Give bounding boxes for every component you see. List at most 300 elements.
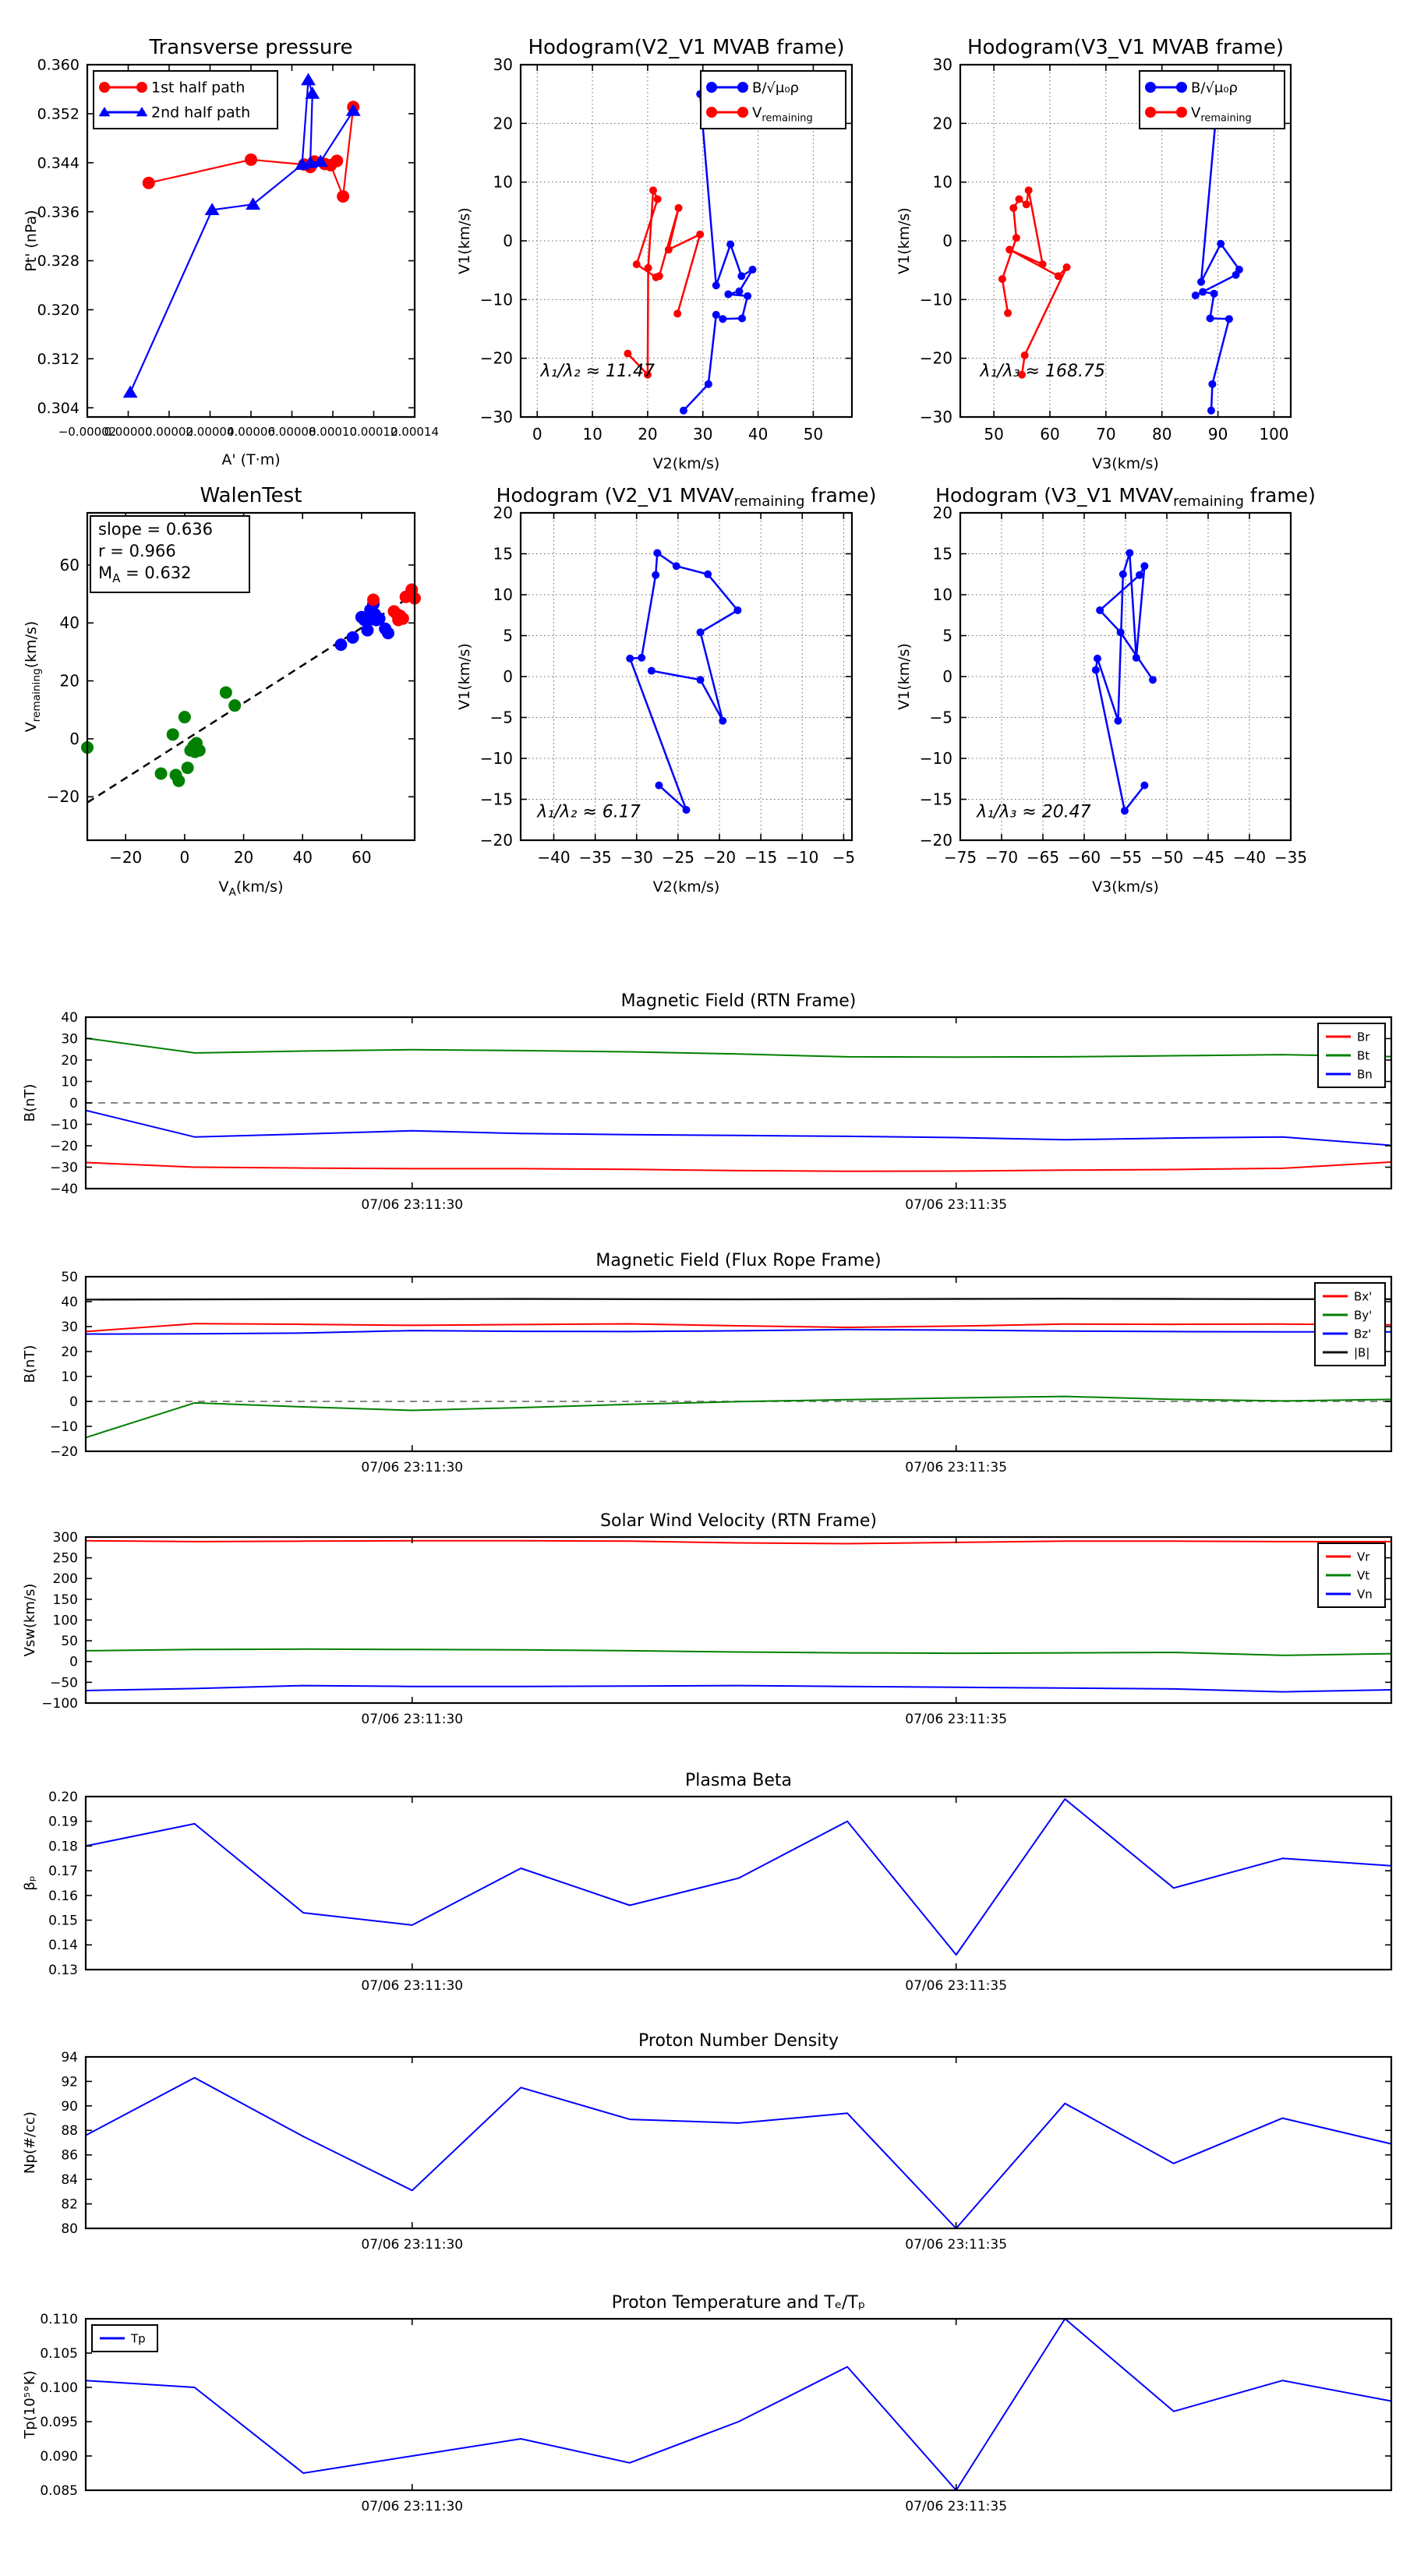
x-tick-label: −20 [702, 848, 737, 867]
panel-proton-number-density [22, 2031, 1391, 2253]
dot-marker [998, 275, 1006, 283]
panel-title: WalenTest [200, 484, 302, 507]
series-velocity-path [630, 553, 737, 811]
y-axis-label: V1(km/s) [456, 643, 473, 710]
dot-marker [1039, 260, 1047, 268]
y-tick-label: 0 [69, 1095, 78, 1111]
x-tick-label: 07/06 23:11:30 [361, 2237, 464, 2253]
x-tick-label: 07/06 23:11:35 [905, 1197, 1008, 1213]
dot-marker [1114, 717, 1122, 725]
x-tick-label: −15 [744, 848, 778, 867]
y-tick-label: 20 [932, 114, 952, 133]
axes-frame [86, 2057, 1391, 2228]
dot-marker [1126, 549, 1133, 557]
x-tick-label: 100 [1259, 425, 1289, 443]
y-tick-label: 10 [493, 172, 513, 192]
y-tick-label: −20 [479, 831, 513, 850]
dot-marker [1021, 352, 1029, 359]
dot-marker [653, 549, 661, 557]
dot-marker [1005, 246, 1013, 253]
dot-marker [706, 107, 717, 118]
series-Vt [86, 1649, 1391, 1655]
y-tick-label: 82 [61, 2196, 78, 2213]
y-tick-label: 94 [61, 2049, 78, 2065]
legend-entry-label: $V_{remaining}$ [752, 104, 813, 125]
legend-entry-label: Bz' [1354, 1327, 1372, 1341]
dot-marker [228, 699, 241, 712]
y-tick-label: 40 [61, 1009, 78, 1026]
dot-marker [712, 311, 720, 319]
y-axis-label: Tp(10⁵°K) [22, 2370, 38, 2439]
y-tick-label: 0.19 [48, 1814, 78, 1830]
x-tick-label: 0.00002 [144, 425, 194, 439]
panel-title: Solar Wind Velocity (RTN Frame) [600, 1511, 877, 1531]
y-tick-label: 20 [59, 671, 80, 691]
triangle-marker [123, 386, 138, 398]
y-axis-label: B(nT) [22, 1345, 38, 1383]
dot-marker [656, 272, 663, 280]
dot-marker [697, 676, 705, 684]
lambda-ratio-annotation: λ₁/λ₃ ≈ 20.47 [977, 802, 1091, 822]
dot-marker [680, 407, 687, 415]
axes-frame [86, 1277, 1391, 1451]
x-tick-label: 07/06 23:11:30 [361, 1712, 464, 1727]
y-tick-label: 0.20 [48, 1789, 78, 1805]
x-tick-label: 60 [352, 848, 372, 867]
panel-plasma-beta [22, 1771, 1391, 1994]
dot-marker [706, 82, 717, 93]
y-tick-label: 0 [942, 667, 952, 686]
dot-marker [1210, 290, 1218, 298]
legend-entry-label: Vr [1357, 1549, 1370, 1564]
dot-marker [633, 260, 641, 268]
y-tick-label: −10 [50, 1117, 78, 1133]
legend-entry-label: Br [1357, 1030, 1370, 1044]
panel-hodogram-v3v1-mvab [896, 36, 1291, 472]
dot-marker [1094, 655, 1101, 663]
y-tick-label: 50 [61, 1634, 78, 1650]
legend-entry-label: Vn [1357, 1587, 1373, 1602]
y-tick-label: 0.312 [37, 350, 80, 368]
y-tick-label: 0.360 [37, 56, 80, 74]
legend-entry-label: Bn [1357, 1067, 1373, 1082]
y-tick-label: 60 [59, 555, 80, 574]
y-tick-label: 0 [942, 231, 952, 250]
y-tick-label: 200 [52, 1571, 78, 1588]
y-axis-label: V1(km/s) [896, 207, 913, 274]
dot-marker [1136, 571, 1143, 579]
panel-hodogram-v2v1-mvav [456, 484, 876, 896]
series-Bn [86, 1111, 1391, 1146]
panel-solar-wind-velocity [22, 1511, 1391, 1727]
dot-marker [1145, 107, 1156, 118]
y-tick-label: −20 [919, 831, 952, 850]
y-tick-label: 0.320 [37, 302, 80, 320]
dot-marker [1149, 676, 1157, 684]
legend-entry-label: Vt [1357, 1568, 1370, 1583]
y-tick-label: 300 [52, 1529, 78, 1546]
y-tick-label: −20 [479, 348, 513, 368]
legend-entry-label: By' [1354, 1308, 1373, 1323]
dot-marker [1096, 606, 1104, 614]
y-tick-label: 5 [503, 626, 513, 645]
y-tick-label: −15 [479, 790, 513, 809]
lambda-ratio-annotation: λ₁/λ₂ ≈ 11.47 [540, 362, 655, 382]
x-tick-label: −70 [984, 848, 1019, 867]
panel-title: Proton Temperature and Tₑ/Tₚ [611, 2293, 866, 2313]
x-tick-label: 0 [179, 848, 190, 867]
y-tick-label: 88 [61, 2123, 78, 2140]
dot-marker [649, 186, 657, 194]
lambda-ratio-annotation: λ₁/λ₂ ≈ 6.17 [537, 802, 641, 822]
y-tick-label: −30 [919, 408, 952, 426]
y-tick-label: 150 [52, 1592, 78, 1608]
dot-marker [738, 314, 746, 322]
dot-marker [683, 806, 691, 814]
x-axis-label: V3(km/s) [1092, 878, 1159, 896]
dot-marker [697, 628, 705, 636]
axes-frame [86, 1797, 1391, 1970]
dot-marker [704, 571, 712, 578]
circle-marker [143, 177, 155, 189]
x-axis-label: V2(km/s) [652, 455, 720, 472]
dot-marker [178, 711, 191, 723]
dot-marker [712, 281, 720, 289]
stats-line: slope = 0.636 [98, 520, 213, 539]
dot-marker [648, 667, 656, 675]
y-tick-label: 40 [59, 613, 80, 633]
x-tick-label: −40 [537, 848, 571, 867]
y-tick-label: 0.100 [40, 2380, 78, 2396]
x-axis-label: V3(km/s) [1092, 455, 1159, 472]
y-axis-label: Np(#/cc) [22, 2111, 38, 2174]
dot-marker [1055, 272, 1062, 280]
y-tick-label: −10 [479, 290, 513, 309]
x-tick-label: 07/06 23:11:30 [361, 1978, 464, 1994]
panel-magnetic-field-flux-rope [22, 1251, 1391, 1475]
x-tick-label: 0.00014 [390, 425, 440, 439]
dot-marker [737, 272, 745, 280]
y-tick-label: 90 [61, 2098, 78, 2115]
panel-walen-test [23, 484, 421, 899]
y-tick-label: 50 [61, 1269, 78, 1285]
series-beta-p [86, 1799, 1391, 1955]
dot-marker [220, 686, 232, 698]
dot-marker [744, 292, 751, 300]
dot-marker [719, 717, 726, 725]
dot-marker [347, 631, 359, 644]
dot-marker [1145, 82, 1156, 93]
y-tick-label: −20 [46, 787, 80, 807]
y-tick-label: 30 [61, 1319, 78, 1335]
x-tick-label: −60 [1067, 848, 1101, 867]
x-tick-label: −10 [786, 848, 819, 867]
y-tick-label: 86 [61, 2147, 78, 2164]
dot-marker [1121, 807, 1129, 814]
x-tick-label: 30 [693, 425, 713, 443]
series-velocity-path [1096, 553, 1153, 811]
panel-magnetic-field-rtn [22, 991, 1391, 1213]
y-tick-label: 0.090 [40, 2448, 78, 2465]
x-tick-label: 07/06 23:11:35 [905, 1460, 1008, 1475]
dot-marker [1025, 186, 1033, 194]
series-B-over-sqrt-mu0rho [684, 94, 753, 411]
x-tick-label: 07/06 23:11:35 [905, 2237, 1008, 2253]
x-tick-label: 40 [292, 848, 313, 867]
legend-entry-label: 1st half path [151, 79, 246, 97]
dot-marker [1232, 271, 1240, 279]
panel-title: Hodogram (V3_V1 $MVAV_{remaining}$ frame) [935, 484, 1316, 510]
panel-title: Hodogram (V2_V1 $MVAV_{remaining}$ frame) [496, 484, 877, 510]
circle-marker [99, 82, 110, 93]
dot-marker [749, 266, 757, 274]
y-tick-label: 0 [69, 1654, 78, 1670]
y-tick-label: −10 [919, 290, 952, 309]
x-tick-label: −45 [1191, 848, 1225, 867]
y-tick-label: 20 [493, 114, 513, 133]
y-tick-label: 15 [493, 544, 513, 564]
y-tick-label: 0.344 [37, 154, 80, 172]
panel-hodogram-v3v1-mvav [896, 484, 1316, 896]
y-tick-label: 0.304 [37, 399, 80, 417]
y-tick-label: 10 [932, 172, 952, 192]
y-tick-label: 0.105 [40, 2345, 78, 2362]
y-tick-label: 80 [61, 2221, 78, 2237]
panel-title: Proton Number Density [638, 2031, 839, 2051]
series-Bt [86, 1038, 1391, 1057]
dot-marker [1009, 204, 1017, 212]
dot-marker [1119, 571, 1127, 578]
series-Bz-prime [86, 1330, 1391, 1334]
y-tick-label: −20 [919, 348, 952, 368]
x-tick-label: 20 [638, 425, 658, 443]
y-tick-label: −10 [479, 749, 513, 768]
y-tick-label: 10 [61, 1369, 78, 1385]
stats-line: r = 0.966 [98, 542, 176, 560]
axes-frame [86, 1537, 1391, 1703]
dot-marker [172, 775, 185, 787]
y-tick-label: 0.328 [37, 253, 80, 270]
series-By-prime [86, 1397, 1391, 1438]
dot-marker [1004, 309, 1012, 317]
y-tick-label: 0 [69, 1394, 78, 1410]
x-tick-label: −35 [1274, 848, 1308, 867]
dot-marker [1140, 782, 1148, 790]
dot-marker [696, 231, 704, 239]
panel-title: Hodogram(V2_V1 MVAB frame) [528, 36, 845, 59]
x-axis-label: V2(km/s) [652, 878, 720, 896]
y-tick-label: 250 [52, 1550, 78, 1567]
y-tick-label: −10 [919, 749, 952, 768]
y-tick-label: −100 [41, 1695, 78, 1712]
y-tick-label: −10 [50, 1419, 78, 1435]
dot-marker [1225, 315, 1233, 323]
y-tick-label: 0.085 [40, 2482, 78, 2499]
x-tick-label: −30 [620, 848, 653, 867]
dot-marker [1217, 240, 1225, 248]
dot-marker [382, 627, 394, 639]
y-tick-label: 0.18 [48, 1839, 78, 1855]
y-tick-label: 0.110 [40, 2311, 78, 2327]
y-tick-label: 10 [932, 585, 952, 604]
y-tick-label: 20 [61, 1052, 78, 1069]
dot-marker [334, 638, 347, 651]
dot-marker [726, 241, 734, 249]
circle-marker [337, 190, 349, 203]
dot-marker [719, 315, 726, 323]
dot-marker [367, 594, 380, 606]
x-axis-label: A' (T·m) [221, 451, 281, 468]
y-tick-label: −30 [479, 408, 513, 426]
legend-entry-label: Tp [131, 2331, 146, 2346]
y-tick-label: 84 [61, 2172, 78, 2189]
y-tick-label: 30 [61, 1031, 78, 1048]
x-tick-label: 0.00006 [226, 425, 276, 439]
y-tick-label: 30 [493, 55, 513, 74]
y-tick-label: 15 [932, 544, 952, 564]
x-axis-label: $V_A(km/s)$ [218, 878, 284, 899]
y-axis-label: V1(km/s) [896, 643, 913, 710]
y-axis-label: Vsw(km/s) [22, 1583, 38, 1657]
series-V-remaining [627, 190, 700, 375]
dot-marker [673, 309, 681, 317]
series-V-remaining [1002, 190, 1067, 375]
x-tick-label: 0.00012 [349, 425, 398, 439]
x-tick-label: −65 [1026, 848, 1060, 867]
legend-entry-label: B/√μ₀ρ [1191, 80, 1238, 97]
y-tick-label: −30 [50, 1160, 78, 1176]
x-tick-label: 60 [1040, 425, 1060, 443]
y-tick-label: 30 [932, 55, 952, 74]
dot-marker [167, 728, 179, 740]
y-tick-label: 0.095 [40, 2414, 78, 2430]
dot-marker [1207, 407, 1215, 415]
y-tick-label: 0.14 [48, 1938, 78, 1954]
x-tick-label: 90 [1207, 425, 1228, 443]
dot-marker [1117, 628, 1125, 636]
series-Np [86, 2078, 1391, 2228]
panel-title: Magnetic Field (Flux Rope Frame) [595, 1251, 882, 1270]
dot-marker [1140, 562, 1148, 570]
lambda-ratio-annotation: λ₁/λ₃ ≈ 168.75 [980, 362, 1105, 382]
x-tick-label: −55 [1108, 848, 1143, 867]
dot-marker [1092, 666, 1100, 674]
y-tick-label: 10 [493, 585, 513, 604]
stats-line: $M_A = 0.632$ [98, 564, 192, 585]
dot-marker [675, 204, 683, 212]
y-tick-label: 0.336 [37, 203, 80, 221]
y-tick-label: −20 [50, 1443, 78, 1460]
dot-marker [193, 744, 206, 757]
x-tick-label: −35 [578, 848, 612, 867]
y-tick-label: 0.352 [37, 105, 80, 123]
dot-marker [737, 107, 748, 118]
dot-marker [1208, 380, 1216, 388]
dot-marker [626, 655, 634, 663]
x-tick-label: 10 [582, 425, 603, 443]
dot-marker [665, 246, 673, 253]
panel-proton-temperature [22, 2293, 1391, 2514]
legend-entry-label: 2nd half path [151, 104, 251, 122]
x-tick-label: 07/06 23:11:30 [361, 2499, 464, 2514]
dot-marker [736, 288, 744, 295]
y-axis-label: $V_{remaining}(km/s)$ [23, 620, 43, 733]
dot-marker [397, 613, 409, 625]
dot-marker [1133, 654, 1140, 662]
legend-entry-label: |B| [1354, 1345, 1370, 1360]
panel-title: Plasma Beta [685, 1771, 792, 1790]
panel-title: Transverse pressure [149, 36, 353, 59]
dot-marker [705, 380, 712, 388]
dot-marker [724, 291, 732, 299]
dot-marker [655, 782, 663, 790]
x-tick-label: 0.00000 [104, 425, 153, 439]
y-tick-label: 0 [503, 667, 513, 686]
dot-marker [155, 768, 168, 780]
x-tick-label: −5 [832, 848, 856, 867]
dot-marker [1176, 82, 1187, 93]
y-tick-label: 0 [69, 729, 80, 748]
dot-marker [624, 350, 631, 358]
y-tick-label: 0 [503, 231, 513, 250]
dot-marker [1207, 314, 1214, 322]
y-tick-label: 20 [493, 504, 513, 522]
y-axis-label: V1(km/s) [456, 207, 473, 274]
x-tick-label: 80 [1151, 425, 1172, 443]
y-axis-label: βₚ [22, 1875, 38, 1891]
legend-entry-label: $V_{remaining}$ [1191, 104, 1252, 125]
y-tick-label: −15 [919, 790, 952, 809]
y-tick-label: −5 [489, 708, 513, 727]
x-tick-label: 50 [984, 425, 1004, 443]
dot-marker [1023, 200, 1030, 208]
y-tick-label: 0.16 [48, 1888, 78, 1904]
circle-marker [245, 154, 257, 166]
y-axis-label: B(nT) [22, 1083, 38, 1122]
dot-marker [1176, 107, 1187, 118]
y-tick-label: −5 [929, 708, 952, 727]
dot-marker [1197, 278, 1205, 286]
series-Vn [86, 1686, 1391, 1692]
legend-entry-label: B/√μ₀ρ [752, 80, 799, 97]
x-tick-label: 07/06 23:11:30 [361, 1460, 464, 1475]
y-tick-label: 0.15 [48, 1913, 78, 1929]
dot-marker [1199, 288, 1207, 296]
series-B-over-sqrt-mu0rho [1196, 94, 1239, 411]
x-tick-label: 0.00010 [308, 425, 358, 439]
x-tick-label: −0.00002 [58, 425, 117, 439]
legend-entry-label: Bx' [1354, 1289, 1373, 1304]
y-tick-label: 5 [942, 626, 952, 645]
dot-marker [733, 606, 741, 614]
dot-marker [1063, 263, 1071, 271]
dot-marker [673, 562, 680, 570]
y-tick-label: 100 [52, 1613, 78, 1629]
x-tick-label: 07/06 23:11:35 [905, 2499, 1008, 2514]
y-tick-label: 40 [61, 1294, 78, 1310]
dot-marker [737, 82, 748, 93]
dot-marker [645, 264, 652, 272]
dot-marker [1015, 196, 1023, 203]
y-tick-label: −40 [50, 1181, 78, 1197]
y-axis-label: Pt' (nPa) [23, 210, 40, 272]
x-tick-label: 0.00008 [267, 425, 316, 439]
y-tick-label: 20 [932, 504, 952, 522]
panel-transverse-pressure [23, 36, 439, 468]
y-tick-label: 0.17 [48, 1864, 78, 1880]
x-tick-label: −25 [661, 848, 694, 867]
x-tick-label: 07/06 23:11:30 [361, 1197, 464, 1213]
